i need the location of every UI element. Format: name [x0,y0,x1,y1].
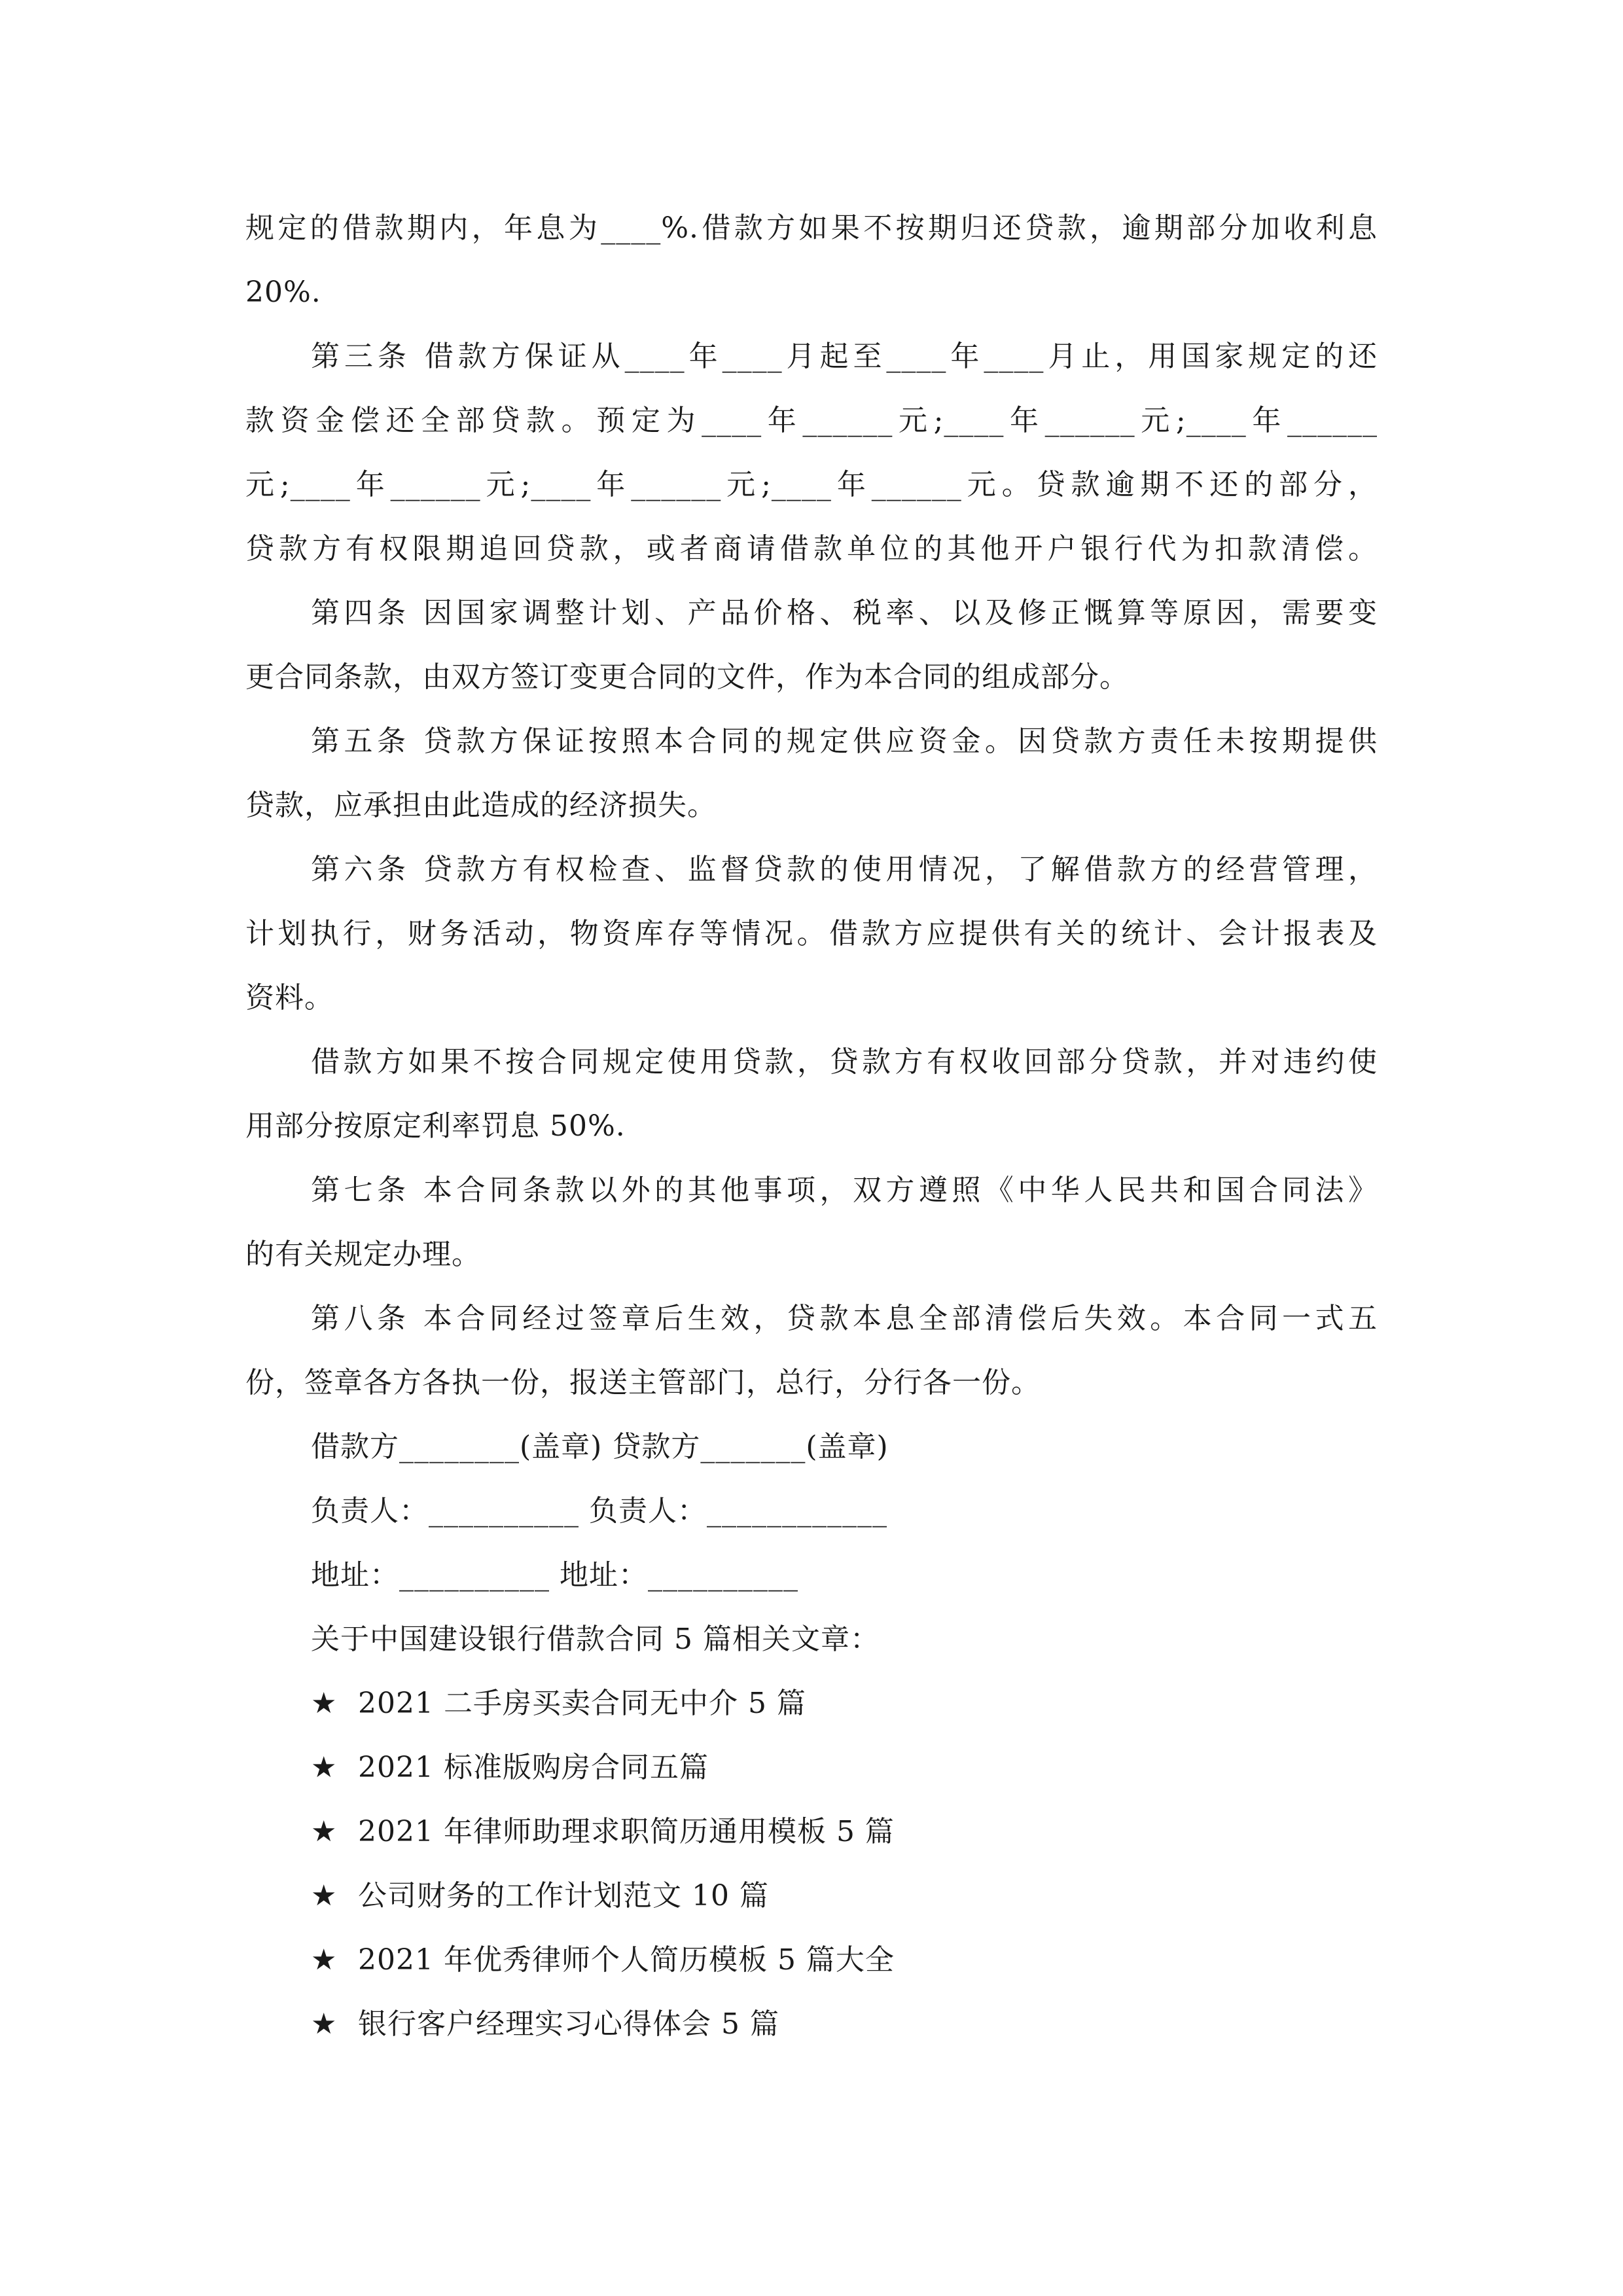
penalty-line: 用部分按原定利率罚息 50%. [245,1109,626,1143]
related-article-link[interactable] [245,1928,1378,1992]
related-article-link[interactable] [245,1736,1378,1800]
related-article-link[interactable] [245,1864,1378,1928]
signature-parties: 借款方________(盖章) 贷款方_______(盖章) [311,1430,889,1463]
star-icon: ★ [311,1943,338,1977]
penalty-line: 借款方如果不按合同规定使用贷款，贷款方有权收回部分贷款，并对违约使 [311,1045,1378,1079]
star-icon: ★ [311,1815,338,1848]
related-article-title: 公司财务的工作计划范文 10 篇 [358,1879,769,1912]
article-7-line: 的有关规定办理。 [245,1238,481,1271]
star-icon: ★ [311,2007,338,2041]
star-icon: ★ [311,1751,338,1784]
star-icon: ★ [311,1687,338,1720]
star-icon: ★ [311,1879,338,1912]
related-article-link[interactable] [245,1992,1378,2056]
related-article-title: 2021 标准版购房合同五篇 [358,1751,709,1784]
related-article-title: 银行客户经理实习心得体会 5 篇 [358,2007,779,2041]
related-article-link[interactable] [245,1672,1378,1736]
article-3-line: 第三条 借款方保证从____年____月起至____年____月止，用国家规定的还 [311,340,1378,373]
signature-address: 地址：__________ 地址：__________ [311,1558,798,1592]
signature-responsible: 负责人：__________ 负责人：____________ [311,1494,887,1528]
document-page [245,196,1378,2056]
article-3-line: 贷款方有权限期追回贷款，或者商请借款单位的其他开户银行代为扣款清偿。 [245,532,1378,565]
paragraph-line: 规定的借款期内，年息为____%.借款方如果不按期归还贷款，逾期部分加收利息 [245,211,1378,245]
article-8-line: 第八条 本合同经过签章后生效，贷款本息全部清偿后失效。本合同一式五 [311,1302,1378,1335]
article-6-line: 资料。 [245,981,334,1014]
related-article-link[interactable] [245,1800,1378,1864]
related-article-title: 2021 二手房买卖合同无中介 5 篇 [358,1687,806,1720]
article-7-line: 第七条 本合同条款以外的其他事项，双方遵照《中华人民共和国合同法》 [311,1174,1378,1207]
related-articles-heading: 关于中国建设银行借款合同 5 篇相关文章： [311,1623,880,1656]
article-5-line: 贷款，应承担由此造成的经济损失。 [245,789,717,822]
article-4-line: 更合同条款，由双方签订变更合同的文件，作为本合同的组成部分。 [245,660,1129,694]
related-article-title: 2021 年优秀律师个人简历模板 5 篇大全 [358,1943,895,1977]
related-article-title: 2021 年律师助理求职简历通用模板 5 篇 [358,1815,895,1848]
article-3-line: 款资金偿还全部贷款。预定为____年______元;____年______元;____年______ [245,404,1378,437]
article-6-line: 第六条 贷款方有权检查、监督贷款的使用情况，了解借款方的经营管理， [311,853,1378,886]
article-4-line: 第四条 因国家调整计划、产品价格、税率、以及修正慨算等原因，需要变 [311,596,1378,630]
paragraph-line: 20%. [245,276,321,309]
article-5-line: 第五条 贷款方保证按照本合同的规定供应资金。因贷款方责任未按期提供 [311,725,1378,758]
article-3-line: 元;____年______元;____年______元;____年______元。贷款逾期不还的部分， [245,468,1378,501]
article-6-line: 计划执行，财务活动，物资库存等情况。借款方应提供有关的统计、会计报表及 [245,917,1378,950]
article-8-line: 份，签章各方各执一份，报送主管部门，总行，分行各一份。 [245,1366,1041,1399]
